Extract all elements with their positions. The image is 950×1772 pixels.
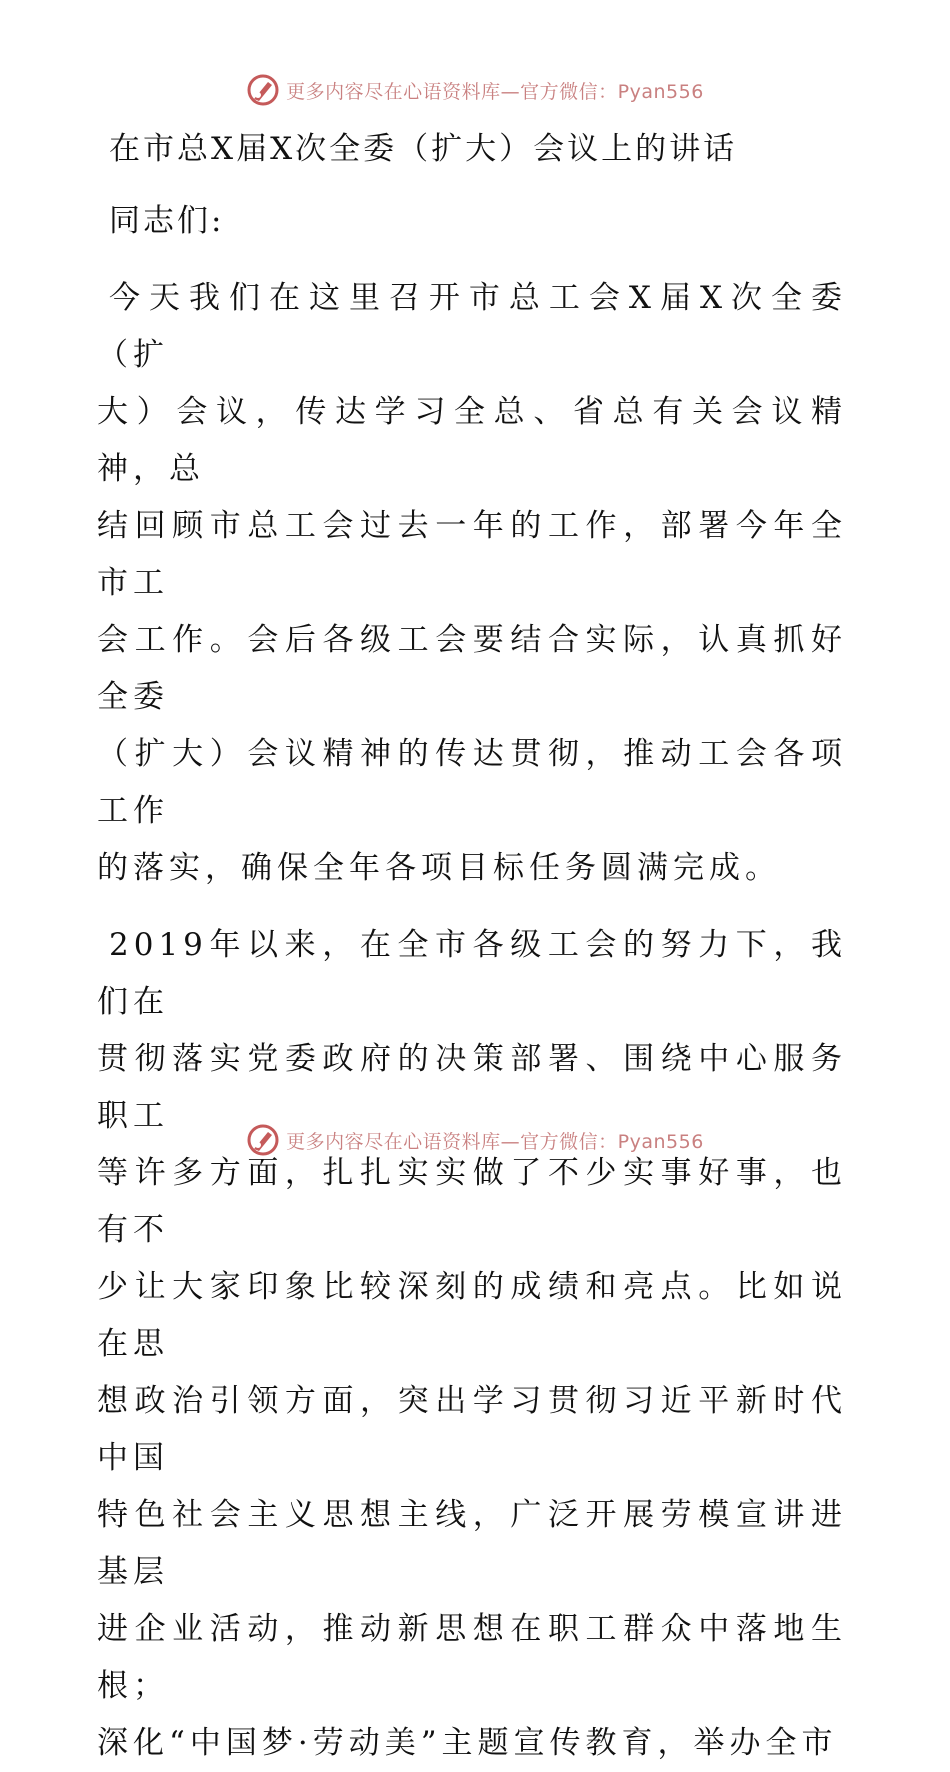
document-body [97,120,847,1772]
watermark-header [0,70,950,110]
watermark-text: 更多内容尽在心语资料库—官方微信：Pyan556 [286,1130,704,1153]
watermark-text: 更多内容尽在心语资料库—官方微信：Pyan556 [286,80,704,103]
quill-logo-icon [246,73,280,107]
watermark-footer [0,1120,950,1160]
document-title: 在市总X届X次全委（扩大）会议上的讲话 [109,131,738,167]
quill-logo-icon [246,1123,280,1157]
salutation: 同志们: [109,203,225,239]
paragraph: 今天我们在这里召开市总工会X届X次全委（扩 大）会议，传达学习全总、省总有关会议精神，总 结回顾市总工会过去一年的工作，部署今年全市工 会工作。会后各级工会要结合实际，认真抓好全委 （扩大）会议精神的传达贯彻，推动工会各项工作 的落实，确保全年各项目标任务圆满完成。 [97,280,847,886]
paragraph: 2019年以来，在全市各级工会的努力下，我们在 贯彻落实党委政府的决策部署、围绕中心服务职工 等许多方面，扎扎实实做了不少实事好事，也有不 少让大家印象比较深刻的成绩和亮点。比如说在思 想政治引领方面，突出学习贯彻习近平新时代中国 特色社会主义思想主线，广泛开展劳模宣讲进基层 进企业活动，推动新思想在职工群众中落地生根； 深化“中国梦·劳动美”主题宣传教育，举办全市 [97,927,847,1761]
